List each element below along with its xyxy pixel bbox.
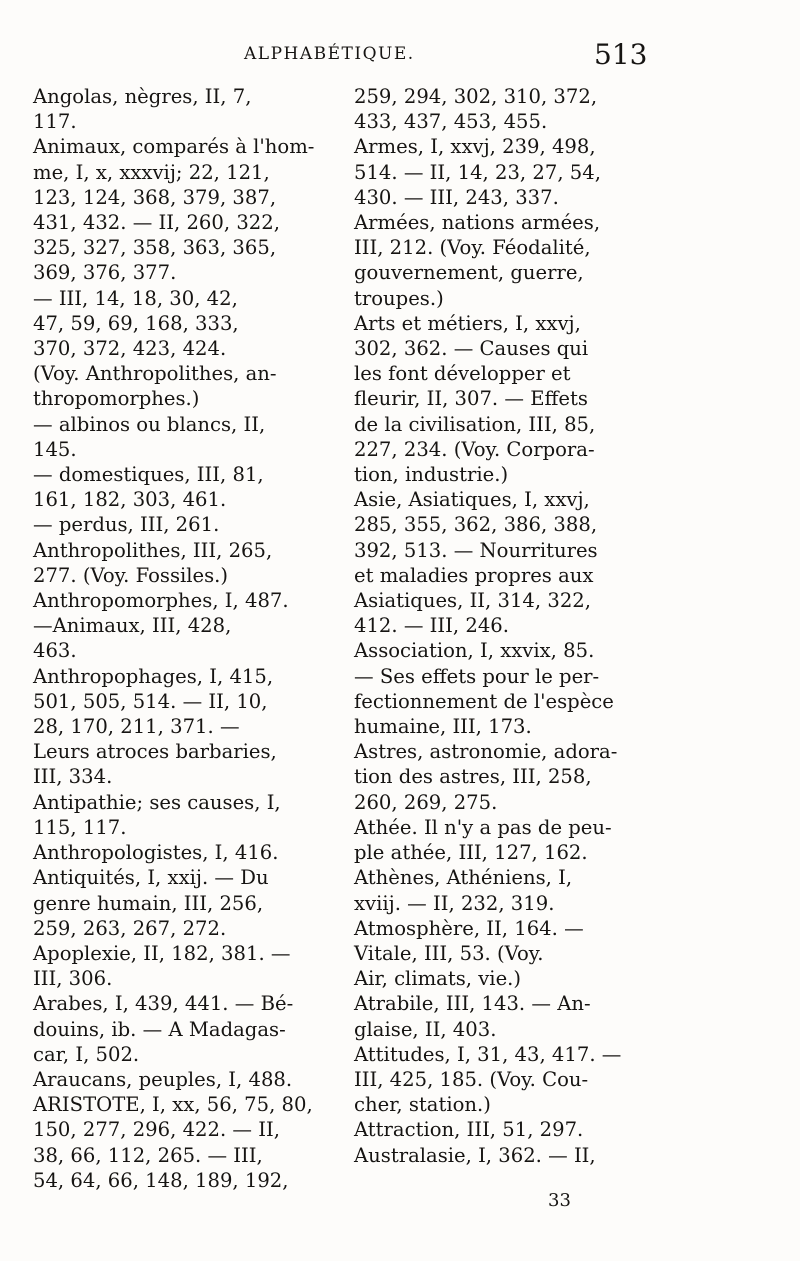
index-entry-line: III, 425, 185. (Voy. Cou- [354, 1067, 589, 1091]
page-number: 513 [594, 38, 648, 71]
index-entry-line: Air, climats, vie.) [354, 967, 522, 991]
index-entry [33, 588, 355, 664]
index-entry-line: Atmosphère, II, 164. — [354, 916, 584, 940]
index-entry-line: Antipathie; ses causes, I, [33, 790, 281, 814]
index-entry-line: — albinos ou blancs, II, [33, 412, 266, 436]
index-entry-line: —Animaux, III, 428, [33, 614, 232, 638]
index-entry-line: Association, I, xxvix, 85. [354, 639, 595, 663]
index-entry [354, 311, 672, 487]
index-entry [33, 1092, 355, 1193]
index-entry [33, 840, 355, 865]
index-entry-line: 260, 269, 275. [354, 790, 498, 814]
index-entry-line: — Ses effets pour le per- [354, 664, 600, 688]
index-entry [33, 84, 355, 134]
index-entry-line: tion, industrie.) [354, 463, 509, 487]
index-entry-line: 433, 437, 453, 455. [354, 110, 548, 134]
index-entry-line: Leurs atroces barbaries, [33, 740, 277, 764]
index-entry-line: 392, 513. — Nourritures [354, 538, 598, 562]
index-entry [354, 210, 672, 311]
index-entry [33, 134, 355, 285]
index-entry-line: Angolas, nègres, II, 7, [33, 85, 252, 108]
index-entry-line: 115, 117. [33, 815, 127, 839]
index-entry [33, 1067, 355, 1092]
index-entry-line: 227, 234. (Voy. Corpora- [354, 437, 595, 461]
index-entry [33, 941, 355, 991]
index-entry-line: III, 212. (Voy. Féodalité, [354, 236, 591, 260]
index-entry-line: 28, 170, 211, 371. — [33, 715, 240, 739]
index-entry-line: Attraction, III, 51, 297. [354, 1118, 584, 1142]
index-entry-line: Asiatiques, II, 314, 322, [354, 589, 591, 613]
index-entry [354, 1042, 672, 1118]
index-entry-line: Athée. Il n'y a pas de peu- [354, 815, 612, 839]
index-entry [354, 1117, 672, 1142]
index-entry-line: Araucans, peuples, I, 488. [33, 1067, 293, 1091]
index-entry-line: 369, 376, 377. [33, 261, 177, 285]
index-entry-line: 370, 372, 423, 424. [33, 337, 227, 361]
index-entry-line: Anthropologistes, I, 416. [33, 841, 279, 865]
index-entry [354, 134, 672, 210]
index-entry-line: glaise, II, 403. [354, 1017, 497, 1041]
index-entry-line: 501, 505, 514. — II, 10, [33, 689, 268, 713]
index-entry-line: Arabes, I, 439, 441. — Bé- [33, 992, 294, 1016]
index-entry-line: Vitale, III, 53. (Voy. [354, 941, 544, 965]
index-entry-line: xviij. — II, 232, 319. [354, 891, 555, 915]
index-entry-line: 38, 66, 112, 265. — III, [33, 1143, 263, 1167]
index-column-left [33, 84, 355, 1193]
index-entry-line: Antiquités, I, xxij. — Du [33, 866, 269, 890]
index-entry-line: et maladies propres aux [354, 563, 594, 587]
index-entry-line: 123, 124, 368, 379, 387, [33, 185, 277, 209]
index-entry-line: tion des astres, III, 258, [354, 765, 592, 789]
index-entry-line: — perdus, III, 261. [33, 513, 220, 537]
index-entry [33, 991, 355, 1067]
index-entry-line: troupes.) [354, 286, 444, 310]
index-entry-line: fectionnement de l'espèce [354, 689, 614, 713]
index-entry-line: Anthropolithes, III, 265, [33, 538, 273, 562]
index-entry-line: Australasie, I, 362. — II, [354, 1143, 596, 1167]
index-entry-line: douins, ib. — A Madagas- [33, 1017, 286, 1041]
index-entry [354, 991, 672, 1041]
index-entry-line: ARISTOTE, I, xx, 56, 75, 80, [33, 1093, 313, 1117]
index-entry-line: 430. — III, 243, 337. [354, 185, 559, 209]
index-entry-line: me, I, x, xxxvij; 22, 121, [33, 160, 270, 184]
index-entry [354, 739, 672, 815]
index-entry-line: Anthropophages, I, 415, [33, 664, 274, 688]
index-entry [354, 84, 672, 134]
index-entry-line: III, 306. [33, 967, 113, 991]
index-entry-line: fleurir, II, 307. — Effets [354, 387, 588, 411]
index-entry-line: 161, 182, 303, 461. [33, 488, 227, 512]
index-entry-line: de la civilisation, III, 85, [354, 412, 596, 436]
index-entry-line: 431, 432. — II, 260, 322, [33, 211, 280, 235]
index-entry-line: 117. [33, 110, 77, 134]
running-title: ALPHABÉTIQUE. [244, 44, 415, 64]
index-entry-line: 259, 263, 267, 272. [33, 916, 227, 940]
index-entry-line: 259, 294, 302, 310, 372, [354, 85, 598, 108]
index-entry-line: Atrabile, III, 143. — An- [354, 992, 591, 1016]
index-entry-line: 514. — II, 14, 23, 27, 54, [354, 160, 601, 184]
index-entry-line: humaine, III, 173. [354, 715, 532, 739]
index-entry [354, 815, 672, 865]
index-entry-line: Apoplexie, II, 182, 381. — [33, 941, 291, 965]
index-entry-line: 285, 355, 362, 386, 388, [354, 513, 598, 537]
index-entry [33, 865, 355, 941]
index-entry-line: Attitudes, I, 31, 43, 417. — [354, 1042, 622, 1066]
index-entry-line: 302, 362. — Causes qui [354, 337, 589, 361]
page-header [0, 38, 800, 84]
index-entry-line: (Voy. Anthropolithes, an- [33, 362, 277, 386]
index-entry-line: ple athée, III, 127, 162. [354, 841, 588, 865]
index-entry-line: thropomorphes.) [33, 387, 200, 411]
index-entry-line: 325, 327, 358, 363, 365, [33, 236, 277, 260]
index-column-right [354, 84, 672, 1168]
index-entry-line: 412. — III, 246. [354, 614, 509, 638]
index-entry [354, 865, 672, 915]
printer-signature: 33 [548, 1190, 571, 1211]
index-entry-line: Athènes, Athéniens, I, [354, 866, 573, 890]
index-entry-line: genre humain, III, 256, [33, 891, 264, 915]
index-entry-line: Armes, I, xxvj, 239, 498, [354, 135, 596, 159]
index-entry-line: Animaux, comparés à l'hom- [33, 135, 315, 159]
index-entry-line: 47, 59, 69, 168, 333, [33, 311, 239, 335]
index-entry-line: les font développer et [354, 362, 571, 386]
index-entry-line: gouvernement, guerre, [354, 261, 584, 285]
index-entry-line: 54, 64, 66, 148, 189, 192, [33, 1168, 289, 1192]
index-entry-line: Astres, astronomie, adora- [354, 740, 618, 764]
index-entry-line: — III, 14, 18, 30, 42, [33, 286, 238, 310]
index-entry [354, 638, 672, 739]
index-entry [33, 790, 355, 840]
index-entry [33, 512, 355, 537]
index-entry-line: 145. [33, 437, 77, 461]
index-entry-line: Armées, nations armées, [354, 211, 601, 235]
index-entry-line: Asie, Asiatiques, I, xxvj, [354, 488, 590, 512]
index-entry [354, 487, 672, 638]
index-entry [354, 1143, 672, 1168]
index-entry-line: III, 334. [33, 765, 113, 789]
index-entry-line: 277. (Voy. Fossiles.) [33, 563, 229, 587]
index-entry-line: car, I, 502. [33, 1042, 140, 1066]
index-entry [33, 412, 355, 462]
index-entry-line: 150, 277, 296, 422. — II, [33, 1118, 280, 1142]
index-entry-line: Anthropomorphes, I, 487. [33, 589, 289, 613]
index-entry [354, 916, 672, 992]
index-entry [33, 664, 355, 790]
index-entry-line: cher, station.) [354, 1093, 491, 1117]
index-entry-line: 463. [33, 639, 77, 663]
index-entry [33, 538, 355, 588]
index-entry-line: Arts et métiers, I, xxvj, [354, 311, 581, 335]
index-entry [33, 286, 355, 412]
index-entry-line: — domestiques, III, 81, [33, 463, 264, 487]
index-entry [33, 462, 355, 512]
